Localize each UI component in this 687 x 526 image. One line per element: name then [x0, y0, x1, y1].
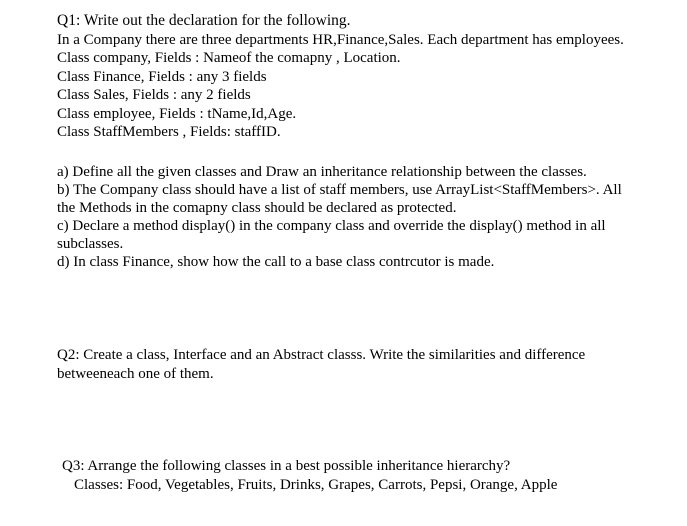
task-d: d) In class Finance, show how the call to a base class contrcutor is made.	[57, 254, 495, 270]
class-definition-sales: Class Sales, Fields : any 2 fields	[57, 87, 251, 103]
task-b: b) The Company class should have a list of staff members, use ArrayList<StaffMembers>. All	[57, 182, 622, 198]
question-1-intro: In a Company there are three departments HR,Finance,Sales. Each department has employees.	[57, 31, 624, 48]
question-2-text-continued: betweeneach one of them.	[57, 365, 214, 382]
task-c: c) Declare a method display() in the company class and override the display() method in all	[57, 218, 606, 234]
class-definition-finance: Class Finance, Fields : any 3 fields	[57, 68, 267, 85]
question-1-heading: Q1: Write out the declaration for the following.	[57, 12, 351, 29]
class-definition-staffmembers: Class StaffMembers , Fields: staffID.	[57, 124, 281, 140]
question-3-class-list: Classes: Food, Vegetables, Fruits, Drinks, Grapes, Carrots, Pepsi, Orange, Apple	[74, 476, 558, 493]
question-3	[62, 457, 557, 494]
task-c-continued: subclasses.	[57, 236, 124, 252]
question-2-text: Q2: Create a class, Interface and an Abstract classs. Write the similarities and difference	[57, 347, 586, 363]
task-a: a) Define all the given classes and Draw an inheritance relationship between the classes.	[57, 164, 587, 180]
class-definition-employee: Class employee, Fields : tName,Id,Age.	[57, 105, 297, 122]
class-definition-company: Class company, Fields : Nameof the comapny , Location.	[57, 50, 401, 66]
question-1	[57, 12, 624, 142]
question-2	[57, 346, 585, 383]
task-b-continued: the Methods in the comapny class should be declared as protected.	[57, 200, 457, 216]
question-3-heading: Q3: Arrange the following classes in a best possible inheritance hierarchy?	[62, 458, 511, 474]
question-1-tasks	[57, 163, 622, 271]
